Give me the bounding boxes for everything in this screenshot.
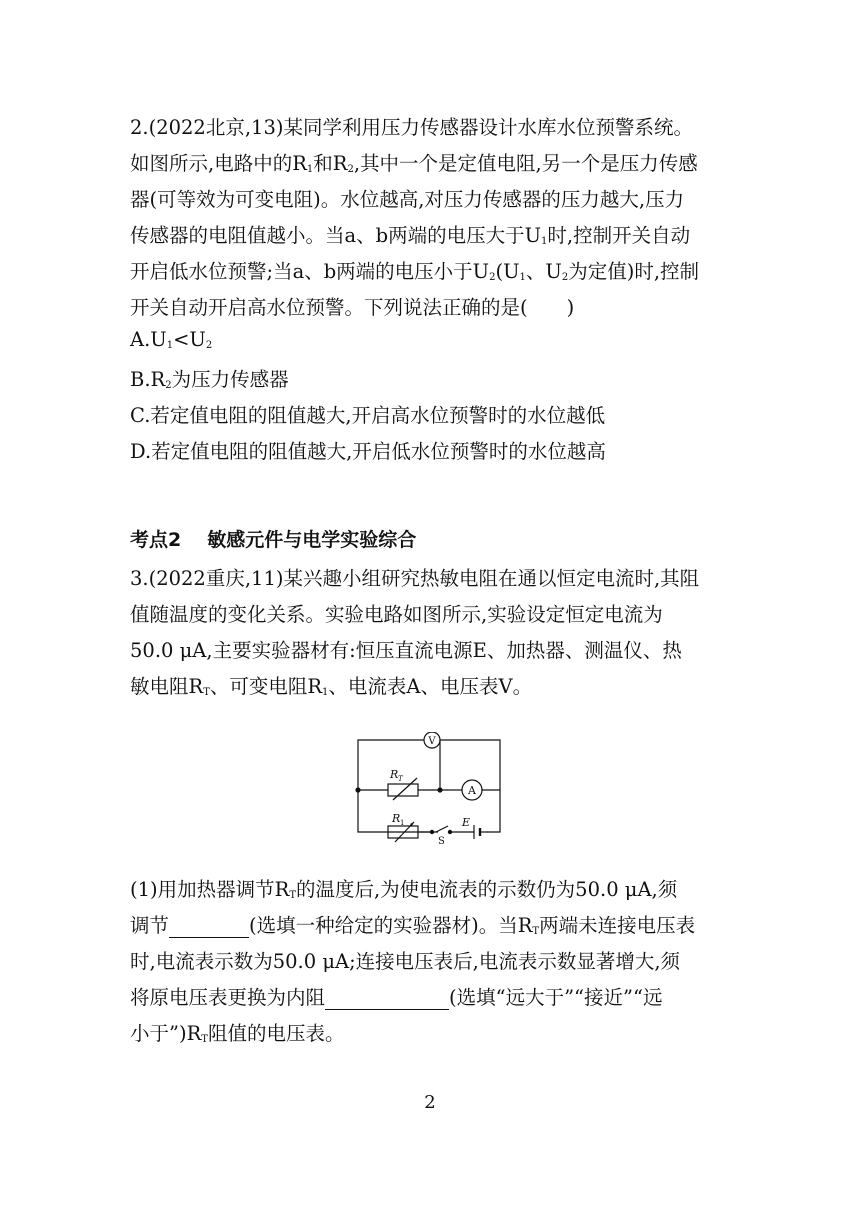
q3-p1-line-5: 小于$”)R_T$阻值的电压表。: [130, 1022, 345, 1045]
q3-line-3: 50.0 μA,主要实验器材有:恒压直流电源E、加热器、测温仪、热: [130, 639, 682, 662]
q3-p1-line-2: 调节 (选填一种给定的实验器材)。当$R_T$两端未连接电压表: [130, 914, 696, 937]
q3-p1-line-1: (1)用加热器调节$R_T$的温度后,为使电流表的示数仍为50.0 μA,须: [130, 878, 678, 901]
answer-blank-2[interactable]: [325, 986, 449, 1010]
section-title: 敏感元件与电学实验综合: [207, 529, 417, 551]
section-prefix: 考点2: [130, 529, 182, 551]
q2-option-a: $A.U_1<U_2$: [130, 328, 213, 351]
q2-line-3: 器(可等效为可变电阻)。水位越高,对压力传感器的压力越大,压力: [130, 188, 685, 211]
q3-line-1: 3.(2022重庆,11)某兴趣小组研究热敏电阻在通以恒定电流时,其阻: [130, 567, 700, 590]
q3-p1-line-3: 时,电流表示数为50.0 μA;连接电压表后,电流表示数显著增大,须: [130, 950, 681, 973]
q2-option-c: C.若定值电阻的阻值越大,开启高水位预警时的水位越低: [130, 404, 606, 427]
ammeter-label: A: [468, 784, 476, 797]
r1-label-sub: 1: [400, 819, 405, 827]
section-heading: [130, 525, 730, 552]
q3-line-4: 敏电阻$R_T$、可变电阻$R_1$、电流表A、电压表V。: [130, 675, 533, 698]
q3-line-2: 值随温度的变化关系。实验电路如图所示,实验设定恒定电流为: [130, 603, 663, 626]
rt-label: R: [390, 768, 399, 781]
switch-label: S: [438, 836, 445, 844]
q2-line-5: 开启低水位预警;当a、b两端的电压小于$U_2(U_1$、$U_2$为定值)时,控制: [130, 260, 700, 283]
q2-line-4: 传感器的电阻值越小。当a、b两端的电压大于$U_1$时,控制开关自动: [130, 224, 691, 247]
circuit-diagram: [340, 732, 520, 844]
answer-blank-1[interactable]: [169, 914, 249, 938]
q2-line-1: 2.(2022北京,13)某同学利用压力传感器设计水库水位预警系统。: [130, 116, 693, 139]
q2-line-2: 如图所示,电路中的$R_1$和$R_2$,其中一个是定值电阻,另一个是压力传感: [130, 152, 698, 175]
rt-label-sub: T: [398, 775, 403, 783]
q2-line-6: 开关自动开启高水位预警。下列说法正确的是( ): [130, 296, 575, 319]
voltmeter-label: V: [428, 736, 436, 747]
q2-option-b: $B.R_2$为压力传感器: [130, 368, 289, 391]
q3-p1-line-4: 将原电压表更换为内阻 (选填“远大于”“接近”“远: [130, 986, 663, 1009]
page-number: 2: [424, 1092, 436, 1113]
source-label: E: [462, 816, 471, 829]
q2-option-d: D.若定值电阻的阻值越大,开启低水位预警时的水位越高: [130, 440, 606, 463]
r1-label: R: [392, 812, 401, 825]
